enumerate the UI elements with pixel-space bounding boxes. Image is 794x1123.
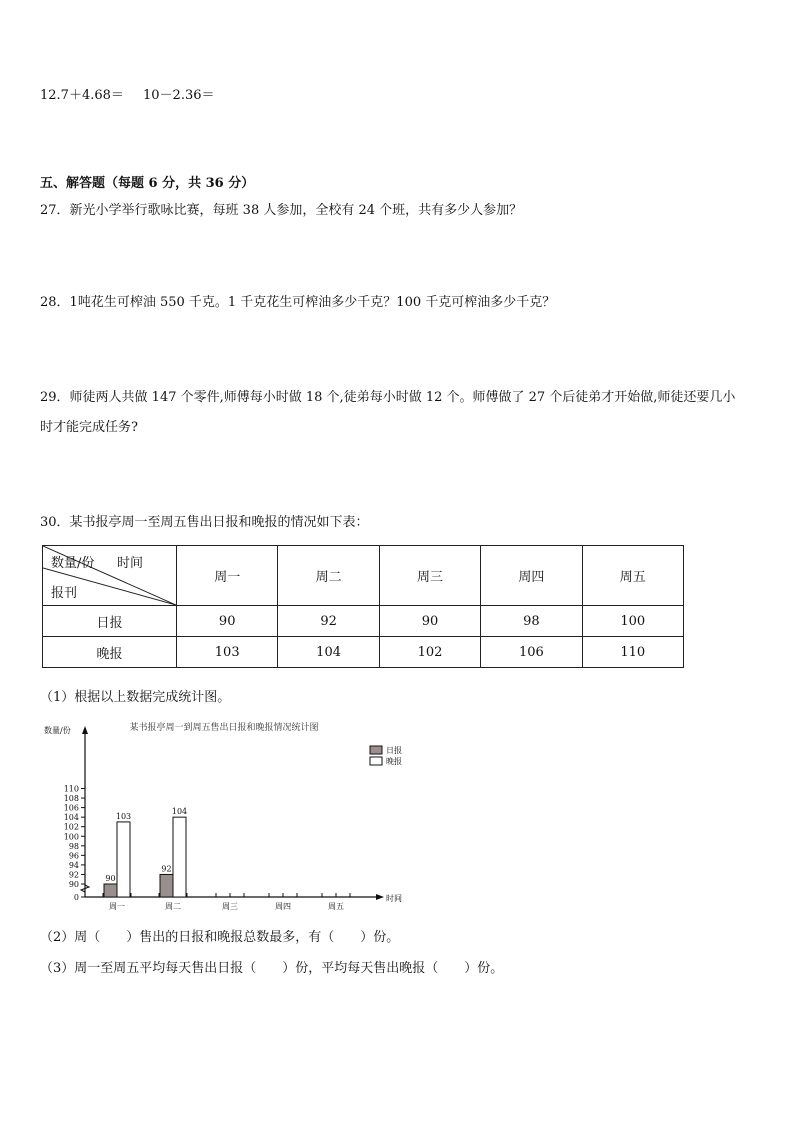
table-header-day: 周三: [379, 546, 480, 606]
table-cell: 90: [379, 606, 480, 637]
table-cell: 103: [177, 637, 278, 668]
chart-data-label: 92: [161, 864, 172, 874]
chart-bar: [160, 874, 173, 897]
chart-x-tick-label: 周四: [275, 902, 291, 911]
chart-y-tick-label: 104: [63, 813, 79, 823]
question-30: 30．某书报亭周一至周五售出日报和晚报的情况如下表：: [40, 515, 369, 530]
table-row: [43, 637, 684, 668]
table-corner-cell: [43, 546, 177, 606]
table-header-day: 周五: [582, 546, 683, 606]
chart-y-tick-label: 98: [68, 841, 79, 851]
chart-y-tick-label: 90: [68, 880, 79, 889]
chart-x-axis-arrow: [376, 894, 384, 900]
table-cell: 106: [481, 637, 582, 668]
section-title: 五、解答题（每题 6 分，共 36 分）: [40, 176, 255, 191]
chart-legend-swatch: [370, 757, 382, 765]
chart-y-tick-label: 96: [68, 851, 79, 861]
chart-legend-label: 日报: [386, 746, 402, 755]
chart-bar: [117, 822, 130, 897]
chart-y-tick-label: 102: [63, 822, 79, 832]
table-cell: 92: [278, 606, 379, 637]
question-27: 27．新光小学举行歌咏比赛，每班 38 人参加，全校有 24 个班，共有多少人参加？: [40, 203, 523, 218]
chart-x-tick-label: 周五: [328, 902, 344, 911]
table-header-day: 周一: [177, 546, 278, 606]
chart-bar: [104, 884, 117, 897]
subquestion-1: （1）根据以上数据完成统计图。: [40, 690, 231, 705]
chart-y-tick-label: 108: [63, 794, 79, 804]
chart-x-tick-label: 周一: [109, 902, 125, 911]
question-28: 28．1吨花生可榨油 550 千克。1 千克花生可榨油多少千克？100 千克可榨油多少千克？: [40, 295, 556, 310]
chart-y-tick-label: 94: [68, 860, 79, 870]
corner-label-time: 时间: [117, 556, 144, 571]
table-cell: 104: [278, 637, 379, 668]
chart-title: 某书报亭周一到周五售出日报和晚报情况统计图: [129, 723, 319, 733]
chart-y-tick-label: 106: [63, 803, 79, 813]
table-cell: 100: [582, 606, 683, 637]
table-row-label: 日报: [43, 606, 177, 637]
chart-x-axis-label: 时间: [386, 894, 402, 903]
calc-right: 10－2.36＝: [143, 88, 215, 103]
table-row-label: 晚报: [43, 637, 177, 668]
chart-y-tick-label: 92: [68, 870, 79, 880]
calc-left: 12.7＋4.68＝: [40, 88, 124, 103]
corner-label-paper: 报刊: [51, 586, 78, 601]
table-cell: 98: [481, 606, 582, 637]
table-header-day: 周四: [481, 546, 582, 606]
chart-y-axis-label: 数量/份: [44, 726, 71, 735]
question-29-line2: 时才能完成任务?: [40, 420, 138, 435]
chart-legend-swatch: [370, 746, 382, 754]
question-29-line1: 29．师徒两人共做 147 个零件,师傅每小时做 18 个,徒弟每小时做 12 个。师傅做了 27 个后徒弟才开始做,师徒还要几小: [40, 390, 736, 405]
subquestion-2: （2）周（ ）售出的日报和晚报总数最多，有（ ）份。: [40, 930, 400, 945]
chart-data-label: 103: [115, 811, 132, 821]
chart-y-axis-arrow: [82, 726, 88, 734]
chart-x-tick-label: 周三: [222, 902, 238, 911]
table-cell: 90: [177, 606, 278, 637]
chart-bar: [173, 817, 186, 897]
table-header-day: 周二: [278, 546, 379, 606]
chart-y-tick-label: 0: [73, 893, 79, 902]
chart-legend-label: 晚报: [386, 757, 402, 766]
chart-data-label: 90: [105, 874, 116, 883]
table-row: [43, 606, 684, 637]
sales-table: [42, 545, 684, 668]
chart-x-tick-label: 周二: [165, 902, 181, 911]
table-cell: 102: [379, 637, 480, 668]
chart-data-label: 104: [171, 807, 188, 817]
subquestion-3: （3）周一至周五平均每天售出日报（ ）份，平均每天售出晚报（ ）份。: [40, 961, 504, 976]
chart-y-tick-label: 100: [63, 832, 79, 842]
table-header-row: [43, 546, 684, 606]
corner-label-quantity: 数量/份: [51, 556, 95, 571]
table-cell: 110: [582, 637, 683, 668]
sales-bar-chart: [40, 716, 420, 916]
chart-y-tick-label: 110: [63, 784, 79, 794]
